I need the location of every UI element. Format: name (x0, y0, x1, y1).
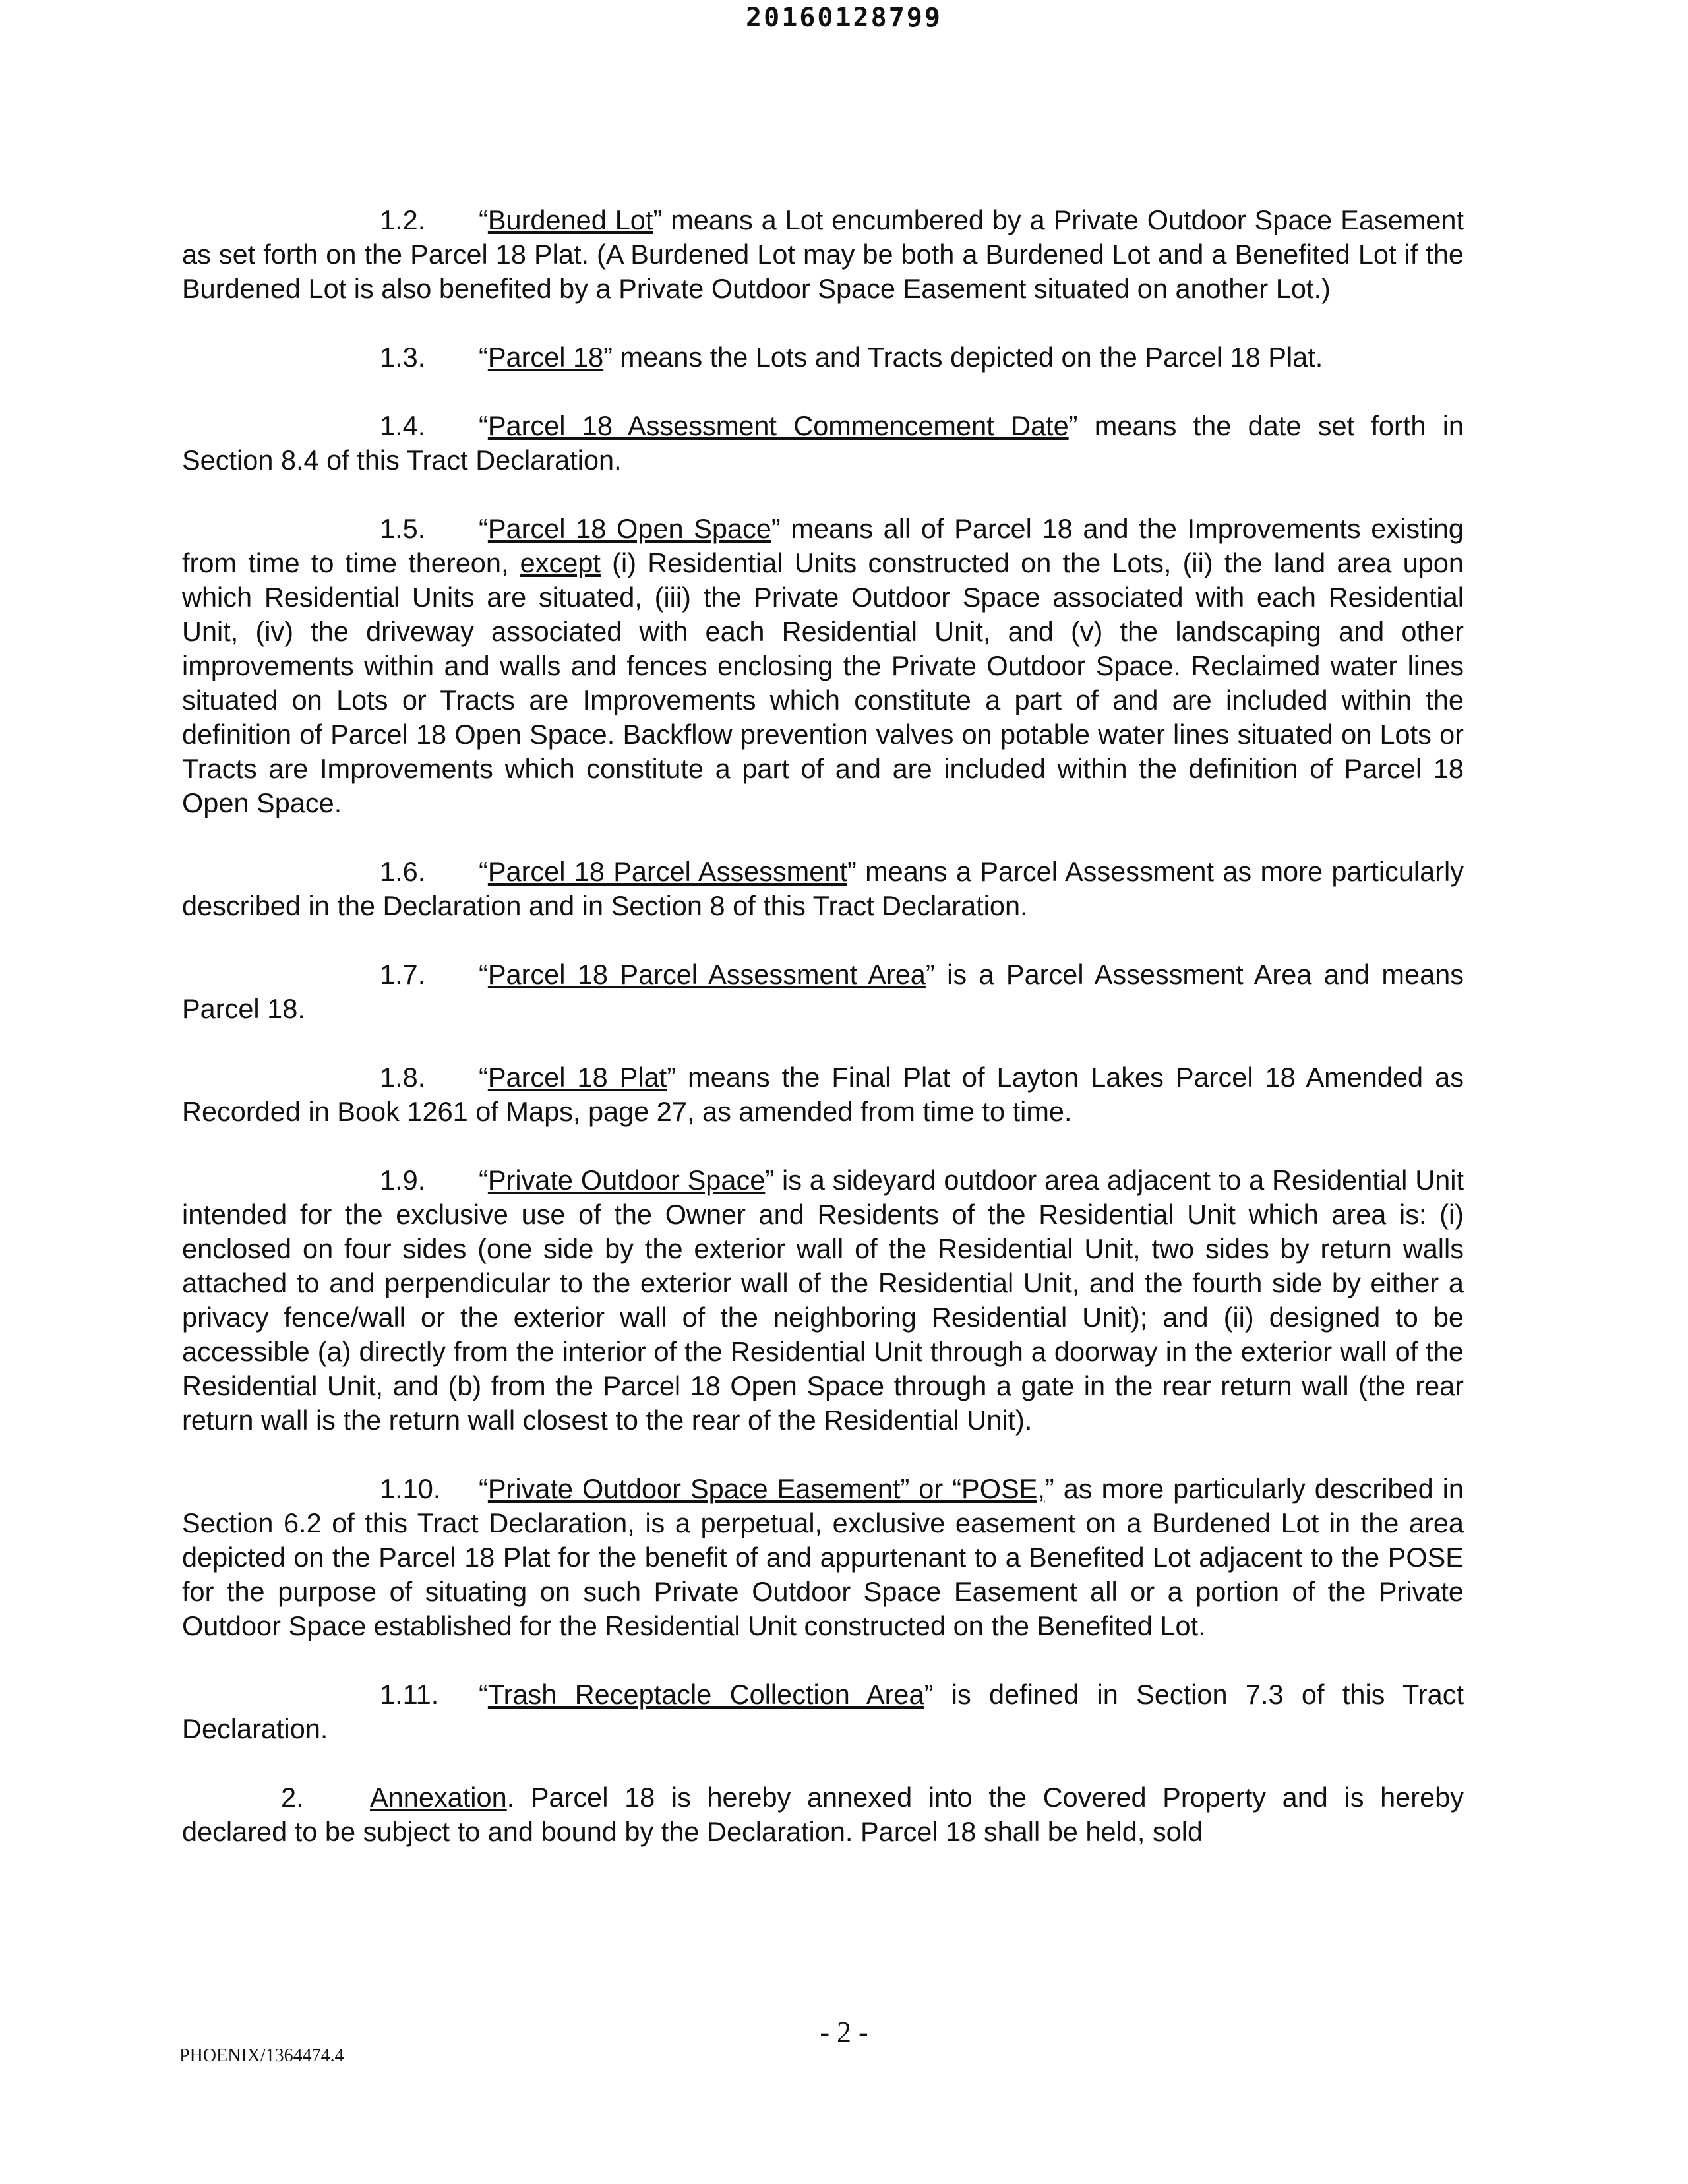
section-number: 2. (281, 1782, 304, 1813)
paragraph-text: ” means a Lot encumbered by a Private Outdoor Space Easement as set forth on the Parcel 18 Plat. (A Burdened Lot may be both a Burdened Lot and a Benefited Lot if the Burdened Lot is also benefited by a Private Outdoor Space Easement situated on another Lot.) (182, 204, 1464, 304)
paragraph-1-10: 1.10. “Private Outdoor Space Easement” or “POSE,” as more particularly described in Section 6.2 of this Tract Declaration, is a perpetual, exclusive easement on a Burdened Lot in the area depicted on the Parcel 18 Plat for the benefit of and appurtenant to a Benefited Lot adjacent to the POSE for the purpose of situating on such Private Outdoor Space Easement all or a portion of the Private Outdoor Space established for the Residential Unit constructed on the Benefited Lot. (182, 1473, 1464, 1641)
paragraph-text: ” means the Lots and Tracts depicted on the Parcel 18 Plat. (603, 342, 1323, 373)
paragraph-number: 1.8. (380, 1062, 426, 1093)
defined-term: Parcel 18 Assessment Commencement Date (487, 410, 1069, 441)
paragraph-number: 1.6. (380, 856, 426, 887)
paragraph-1-2: 1.2. “Burdened Lot” means a Lot encumbered by a Private Outdoor Space Easement as set forth on the Parcel 18 Plat. (A Burdened Lot may be both a Burdened Lot and a Benefited Lot if the Burdened Lot is also benefited by a Private Outdoor Space Easement situated on another Lot.) (182, 204, 1464, 304)
defined-term: Parcel 18 Parcel Assessment (487, 856, 847, 887)
defined-term: Parcel 18 Plat (487, 1062, 667, 1093)
section-text: . Parcel 18 is hereby annexed into the Covered Property and is hereby declared to be subject to and bound by the Declaration. Parcel 18 shall be held, sold (182, 1782, 1464, 1847)
paragraph-1-3: 1.3. “Parcel 18” means the Lots and Tracts depicted on the Parcel 18 Plat. (182, 340, 1464, 375)
paragraph-text: ” is defined in Section 7.3 of this Tract Declaration. (182, 1679, 1464, 1744)
paragraph-1-7: 1.7. “Parcel 18 Parcel Assessment Area” is a Parcel Assessment Area and means Parcel 18. (182, 959, 1464, 1024)
paragraph-number: 1.3. (380, 342, 426, 373)
paragraph-text: ” is a sideyard outdoor area adjacent to a Residential Unit intended for the exclusive use of the Owner and Residents of the Residential Unit which area is: (i) enclosed on four sides (one side by the exterior wall of the Residential Unit, two sides by return walls attached to and perpendicular to the exterior wall of the Residential Unit, and the fourth side by either a privacy fence/wall or the exterior wall of the neighboring Residential Unit); and (ii) designed to be accessible (a) directly from the interior of the Residential Unit through a doorway in the exterior wall of the Residential Unit, and (b) from the Parcel 18 Open Space through a gate in the rear return wall (the rear return wall is the return wall closest to the rear of the Residential Unit). (182, 1165, 1464, 1436)
section-heading: Annexation (370, 1782, 507, 1813)
defined-term: Trash Receptacle Collection Area (487, 1679, 924, 1710)
page-number: - 2 - (820, 2016, 868, 2048)
paragraph-number: 1.11. (380, 1679, 439, 1710)
paragraph-1-4: 1.4. “Parcel 18 Assessment Commencement Date” means the date set forth in Section 8.4 of this Tract Declaration. (182, 410, 1464, 475)
defined-term: Parcel 18 Open Space (487, 513, 771, 544)
paragraph-1-8: 1.8. “Parcel 18 Plat” means the Final Plat of Layton Lakes Parcel 18 Amended as Recorded in Book 1261 of Maps, page 27, as amended from time to time. (182, 1062, 1464, 1127)
paragraph-text: ” means all of Parcel 18 and the Improvements existing from time to time thereon, (182, 513, 1464, 578)
defined-term: Parcel 18 Parcel Assessment Area (487, 959, 926, 990)
except-word: except (520, 547, 601, 578)
paragraph-1-11: 1.11. “Trash Receptacle Collection Area” is defined in Section 7.3 of this Tract Declaration. (182, 1679, 1464, 1744)
paragraph-1-9: 1.9. “Private Outdoor Space” is a sideyard outdoor area adjacent to a Residential Unit intended for the exclusive use of the Owner and Residents of the Residential Unit which area is: (i) enclosed on four sides (one side by the exterior wall of the Residential Unit, two sides by return walls attached to and perpendicular to the exterior wall of the Residential Unit, and the fourth side by either a privacy fence/wall or the exterior wall of the neighboring Residential Unit); and (ii) designed to be accessible (a) directly from the interior of the Residential Unit through a doorway in the exterior wall of the Residential Unit, and (b) from the Parcel 18 Open Space through a gate in the rear return wall (the rear return wall is the return wall closest to the rear of the Residential Unit). (182, 1165, 1464, 1436)
defined-term: Parcel 18 (487, 342, 604, 373)
paragraph-text: (i) Residential Units constructed on the Lots, (ii) the land area upon which Residential Units are situated, (iii) the Private Outdoor Space associated with each Residential Unit, (iv) the driveway associated with each Residential Unit, and (v) the landscaping and other improvements within and walls and fences enclosing the Private Outdoor Space. Reclaimed water lines situated on Lots or Tracts are Improvements which constitute a part of and are included within the definition of Parcel 18 Open Space. Backflow prevention valves on potable water lines situated on Lots or Tracts are Improvements which constitute a part of and are included within the definition of Parcel 18 Open Space. (182, 547, 1464, 818)
section-2-annexation (182, 1780, 1464, 1849)
paragraph-1-5: 1.5. “Parcel 18 Open Space” means all of Parcel 18 and the Improvements existing from time to time thereon, except (i) Residential Units constructed on the Lots, (ii) the land area upon which Residential Units are situated, (iii) the Private Outdoor Space associated with each Residential Unit, (iv) the driveway associated with each Residential Unit, and (v) the landscaping and other improvements within and walls and fences enclosing the Private Outdoor Space. Reclaimed water lines situated on Lots or Tracts are Improvements which constitute a part of and are included within the definition of Parcel 18 Open Space. Backflow prevention valves on potable water lines situated on Lots or Tracts are Improvements which constitute a part of and are included within the definition of Parcel 18 Open Space. (182, 513, 1464, 818)
paragraph-number: 1.9. (380, 1165, 426, 1196)
defined-term: Private Outdoor Space (487, 1165, 766, 1196)
paragraph-1-6: 1.6. “Parcel 18 Parcel Assessment” means a Parcel Assessment as more particularly described in the Declaration and in Section 8 of this Tract Declaration. (182, 856, 1464, 921)
paragraph-text: ” is a Parcel Assessment Area and means Parcel 18. (182, 959, 1464, 1024)
paragraph-text: ” means the Final Plat of Layton Lakes Parcel 18 Amended as Recorded in Book 1261 of Maps, page 27, as amended from time to time. (182, 1062, 1464, 1127)
document-body (182, 203, 1464, 1883)
document-id-footer: PHOENIX/1364474.4 (179, 2046, 344, 2066)
paragraph-number: 1.5. (380, 513, 426, 544)
document-number: 20160128799 (746, 3, 942, 33)
paragraph-number: 1.7. (380, 959, 426, 990)
defined-term: Private Outdoor Space Easement” or “POSE, (487, 1473, 1045, 1504)
defined-term: Burdened Lot (487, 204, 653, 235)
paragraph-number: 1.2. (380, 204, 426, 235)
paragraph-text: ” means the date set forth in Section 8.4 of this Tract Declaration. (182, 410, 1464, 475)
paragraph-text: ” means a Parcel Assessment as more particularly described in the Declaration and in Section 8 of this Tract Declaration. (182, 856, 1464, 921)
paragraph-text: ” as more particularly described in Section 6.2 of this Tract Declaration, is a perpetual, exclusive easement on a Burdened Lot in the area depicted on the Parcel 18 Plat for the benefit of and appurtenant to a Benefited Lot adjacent to the POSE for the purpose of situating on such Private Outdoor Space Easement all or a portion of the Private Outdoor Space established for the Residential Unit constructed on the Benefited Lot. (182, 1473, 1464, 1641)
paragraph-number: 1.4. (380, 410, 426, 441)
paragraph-number: 1.10. (380, 1473, 441, 1504)
